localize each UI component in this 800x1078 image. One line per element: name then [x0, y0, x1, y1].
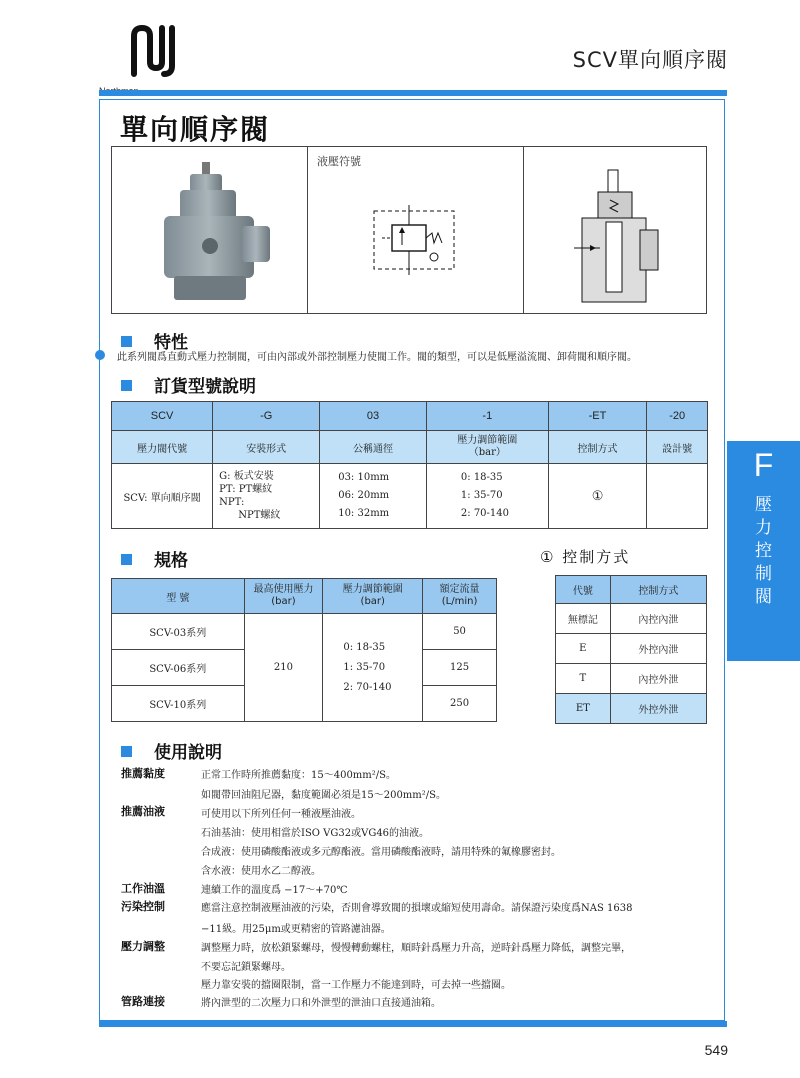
usage-line: 連續工作的溫度爲 −17～+70℃: [201, 885, 348, 896]
value-cell: G: 板式安裝 PT: PT螺紋 NPT: NPT螺紋: [213, 464, 320, 529]
usage-line: 壓力靠安裝的擋圈限制，當一工作壓力不能達到時，可去掉一些擋圈。: [201, 980, 511, 991]
usage-label: 管路連接: [121, 995, 165, 1008]
square-icon: [121, 746, 132, 757]
control-method: 內控內泄: [610, 604, 706, 634]
flow-cell: 50: [423, 614, 497, 650]
control-method: 內控外泄: [610, 664, 706, 694]
usage-label: 推薦黏度: [121, 767, 165, 780]
value-cell: [647, 464, 708, 529]
usage-line: 正常工作時所推薦黏度：15～400mm²/S。: [201, 770, 397, 781]
usage-line: 調整壓力時，放松鎖緊螺母，慢慢轉動螺柱，順時針爲壓力升高，逆時針爲壓力降低，調整完畢，: [201, 943, 631, 954]
figure-divider: [307, 146, 308, 314]
max-pressure-cell: 210: [244, 614, 323, 722]
square-icon: [121, 554, 132, 565]
control-method: 外控內泄: [610, 634, 706, 664]
page-title: 單向順序閥: [120, 113, 271, 146]
header-title: SCV單向順序閥: [572, 48, 728, 72]
control-heading: ① 控制方式: [540, 548, 631, 566]
usage-label: 推薦油液: [121, 805, 165, 818]
ordering-heading: 訂貨型號說明: [121, 372, 256, 397]
spec-header-cell: 額定流量 (L/min): [423, 579, 497, 614]
value-cell: ①: [548, 464, 647, 529]
usage-line: 如閥帶回油阻尼器，黏度範圍必須是15～200mm²/S。: [201, 790, 447, 801]
spec-header-cell: 最高使用壓力 (bar): [244, 579, 323, 614]
usage-line: −11級。用25μm或更精密的管路濾油器。: [201, 924, 391, 935]
features-heading: 特性: [121, 328, 188, 353]
usage-line: 合成液：使用磷酸酯液或多元醇酯液。當用磷酸酯液時，請用特殊的氟橡膠密封。: [201, 847, 561, 858]
usage-line: 可使用以下所列任何一種液壓油液。: [201, 809, 361, 820]
code-cell: -1: [426, 402, 548, 431]
usage-heading: 使用說明: [121, 738, 222, 763]
control-method: 外控外泄: [610, 694, 706, 724]
usage-line: 石油基油：使用相當於ISO VG32或VG46的油液。: [201, 828, 430, 839]
label-cell: 壓力調節範圍 （bar）: [426, 431, 548, 464]
label-cell: 公稱通徑: [320, 431, 427, 464]
model-cell: SCV-10系列: [112, 686, 245, 722]
code-cell: -ET: [548, 402, 647, 431]
usage-label: 壓力調整: [121, 940, 165, 953]
hydraulic-symbol-caption: 液壓符號: [317, 155, 361, 168]
label-cell: 安裝形式: [213, 431, 320, 464]
spec-header-cell: 型 號: [112, 579, 245, 614]
usage-line: 應當注意控制液壓油液的污染，否則會導致閥的損壞或縮短使用壽命。請保證污染度爲NAS 1638: [201, 903, 633, 914]
code-cell: 03: [320, 402, 427, 431]
bullet-icon: [95, 350, 105, 360]
value-cell: SCV: 單向順序閥: [112, 464, 213, 529]
usage-label: 工作油溫: [121, 882, 165, 895]
control-header-cell: 控制方式: [610, 576, 706, 604]
value-cell: 03: 10mm 06: 20mm 10: 32mm: [320, 464, 427, 529]
figure-divider: [523, 146, 524, 314]
ordering-code-table: [111, 401, 708, 529]
usage-line: 將內泄型的二次壓力口和外泄型的泄油口直接通油箱。: [201, 998, 441, 1009]
flow-cell: 125: [423, 650, 497, 686]
model-cell: SCV-03系列: [112, 614, 245, 650]
usage-line: 含水液：使用水乙二醇液。: [201, 866, 321, 877]
features-text: 此系列閥爲直動式壓力控制閥，可由內部或外部控制壓力使閥工作。閥的類型，可以是低壓溢流閥、卸荷閥和順序閥。: [117, 352, 637, 363]
control-table: [555, 575, 707, 724]
control-code: 無標記: [556, 604, 611, 634]
spec-table: [111, 578, 497, 722]
northman-logo-icon: [128, 22, 180, 80]
control-header-cell: 代號: [556, 576, 611, 604]
square-icon: [121, 380, 132, 391]
page-number: 549: [704, 1042, 728, 1058]
side-tab-text: 壓力控制閥: [755, 495, 772, 607]
code-cell: -20: [647, 402, 708, 431]
code-cell: SCV: [112, 402, 213, 431]
control-code: E: [556, 634, 611, 664]
range-cell: 0: 18-35 1: 35-70 2: 70-140: [323, 614, 423, 722]
value-cell: 0: 18-35 1: 35-70 2: 70-140: [426, 464, 548, 529]
label-cell: 設計號: [647, 431, 708, 464]
valve-photo: [150, 158, 280, 308]
hydraulic-symbol: [370, 205, 460, 275]
section-side-tab: [727, 441, 800, 661]
cross-section-drawing: [570, 166, 660, 306]
label-cell: 控制方式: [548, 431, 647, 464]
usage-line: 不要忘記鎖緊螺母。: [201, 962, 291, 973]
control-code: ET: [556, 694, 611, 724]
top-rule: [99, 90, 727, 96]
label-cell: 壓力閥代號: [112, 431, 213, 464]
control-code: T: [556, 664, 611, 694]
spec-heading: 規格: [121, 546, 188, 571]
usage-label: 污染控制: [121, 900, 165, 913]
model-cell: SCV-06系列: [112, 650, 245, 686]
flow-cell: 250: [423, 686, 497, 722]
code-cell: -G: [213, 402, 320, 431]
square-icon: [121, 336, 132, 347]
side-tab-letter: F: [753, 447, 774, 483]
spec-header-cell: 壓力調節範圍 (bar): [323, 579, 423, 614]
bottom-rule: [99, 1021, 727, 1027]
